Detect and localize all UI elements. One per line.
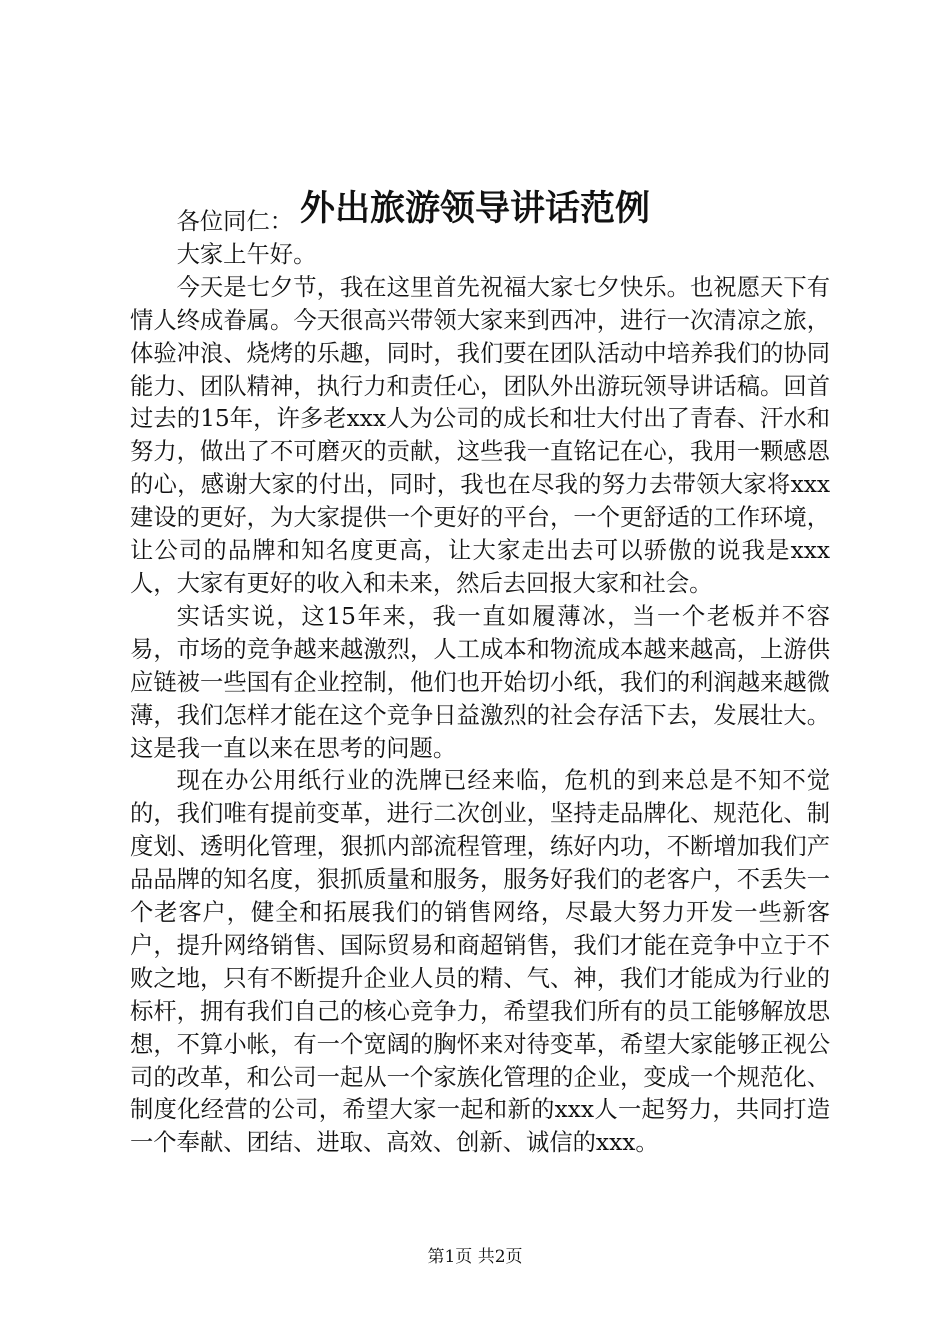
page-number-footer: 第1页 共2页 [427, 1247, 523, 1267]
paragraph: 现在办公用纸行业的洗牌已经来临，危机的到来总是不知不觉的，我们唯有提前变革，进行二次创业，坚持走品牌化、规范化、制度划、透明化管理，狠抓内部流程管理，练好内功，不断增加我们产品品牌的知名度，狠抓质量和服务，服务好我们的老客户，不丢失一个老客户，健全和拓展我们的销售网络，尽最大努力开发一些新客户，提升网络销售、国际贸易和商超销售，我们才能在竞争中立于不败之地，只有不断提升企业人员的精、气、神，我们才能成为行业的标杆，拥有我们自己的核心竞争力，希望我们所有的员工能够解放思想，不算小帐，有一个宽阔的胸怀来对待变革，希望大家能够正视公司的改革，和公司一起从一个家族化管理的企业，变成一个规范化、制度化经营的公司，希望大家一起和新的xxx人一起努力，共同打造一个奉献、团结、进取、高效、创新、诚信的xxx。 [130, 767, 830, 1157]
salutation: 各位同仁： [176, 208, 294, 235]
greeting: 大家上午好。 [176, 240, 317, 268]
page-title: 外出旅游领导讲话范例 [299, 188, 650, 229]
document-body [130, 206, 830, 1160]
paragraph: 今天是七夕节，我在这里首先祝福大家七夕快乐。也祝愿天下有情人终成眷属。今天很高兴带领大家来到西冲，进行一次清凉之旅，体验冲浪、烧烤的乐趣，同时，我们要在团队活动中培养我们的协同能力、团队精神，执行力和责任心，团队外出游玩领导讲话稿。回首过去的15年，许多老xxx人为公司的成长和壮大付出了青春、汗水和努力，做出了不可磨灭的贡献，这些我一直铭记在心，我用一颗感恩的心，感谢大家的付出，同时，我也在尽我的努力去带领大家将xxx建设的更好，为大家提供一个更好的平台，一个更舒适的工作环境，让公司的品牌和知名度更高，让大家走出去可以骄傲的说我是xxx人，大家有更好的收入和未来，然后去回报大家和社会。 [130, 273, 830, 597]
paragraph: 实话实说，这15年来，我一直如履薄冰，当一个老板并不容易，市场的竞争越来越激烈，人工成本和物流成本越来越高，上游供应链被一些国有企业控制，他们也开始切小纸，我们的利润越来越微薄，我们怎样才能在这个竞争日益激烈的社会存活下去，发展壮大。这是我一直以来在思考的问题。 [130, 602, 830, 762]
